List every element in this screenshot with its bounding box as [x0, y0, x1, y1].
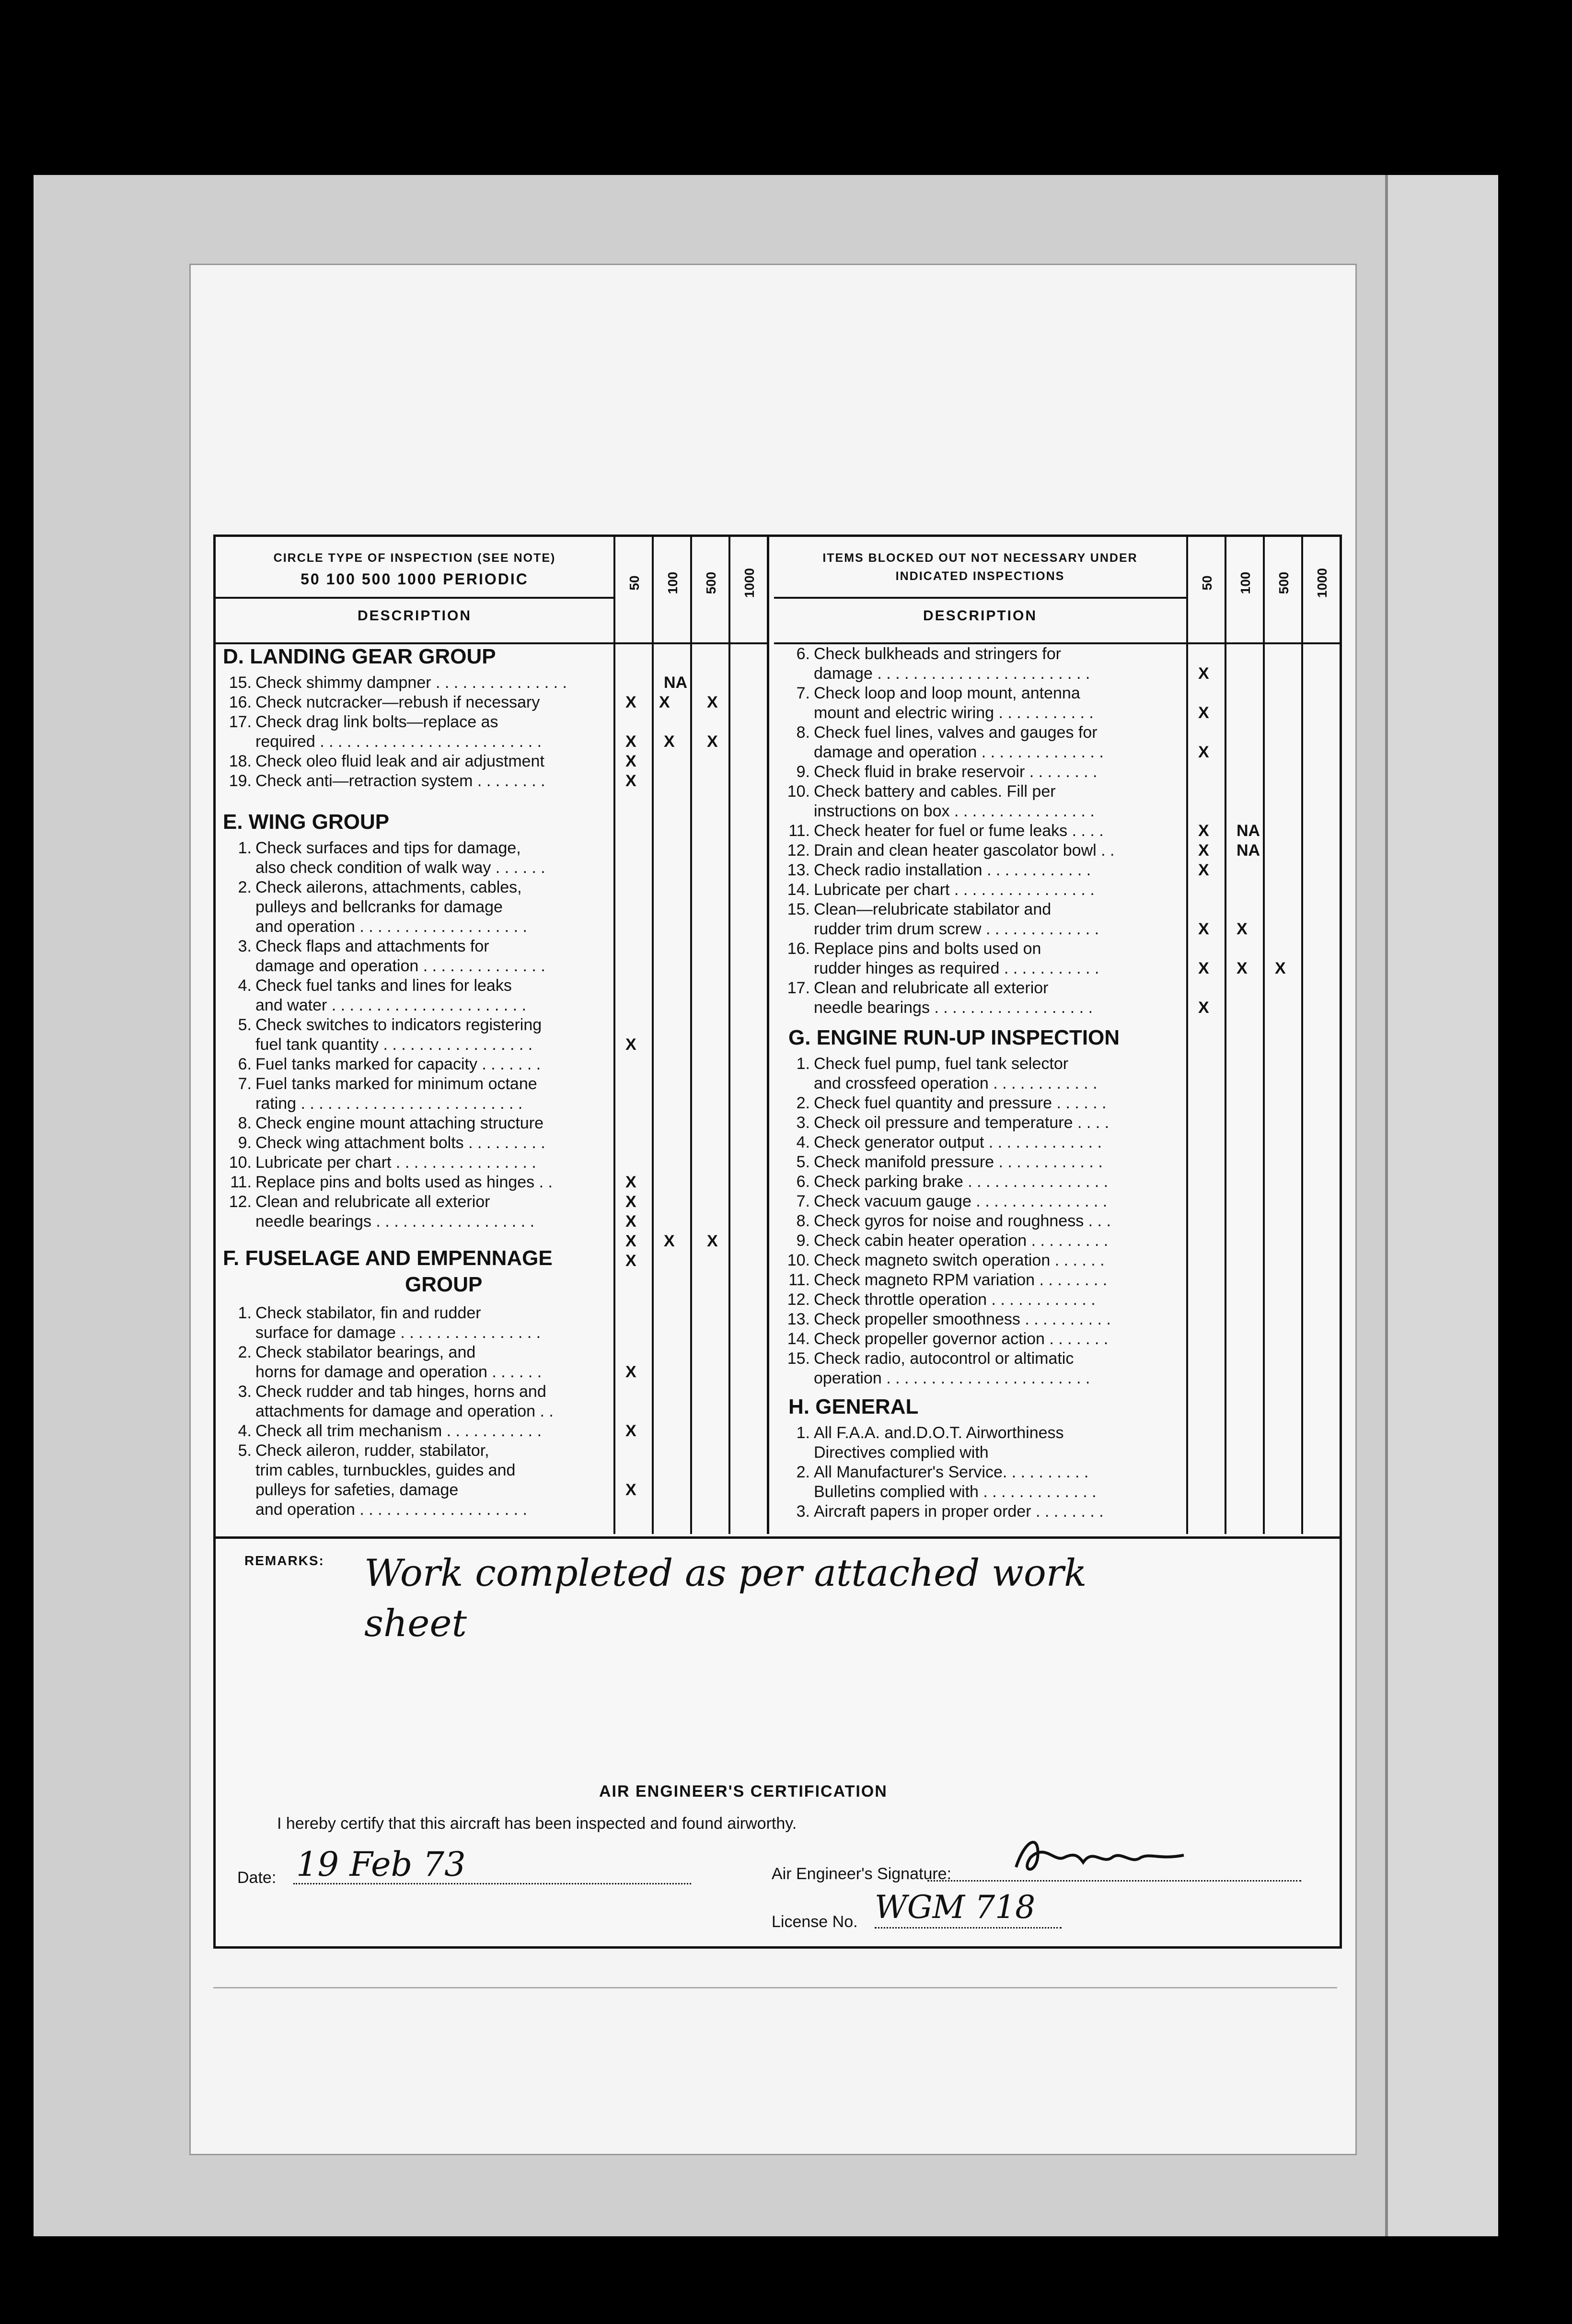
x-mark: X [664, 732, 675, 751]
checklist-row [216, 1422, 542, 1441]
checklist-row [216, 752, 544, 771]
item-text: Check stabilator bearings, and [255, 1343, 476, 1361]
remarks-divider [216, 1536, 1340, 1539]
remarks-text: Work completed as per attached work sheet [364, 1552, 1087, 1645]
item-text: pulleys and bellcranks for damage [255, 898, 503, 916]
blocked-note-1: ITEMS BLOCKED OUT NOT NECESSARY UNDER [822, 551, 1138, 565]
item-number: 11. [788, 822, 810, 840]
x-mark: X [1198, 664, 1209, 683]
remarks-label: REMARKS: [244, 1553, 324, 1568]
item-number: 14. [787, 1330, 810, 1348]
item-text: rating . . . . . . . . . . . . . . . . . . . . . . . . . [255, 1094, 523, 1113]
x-mark: X [1198, 841, 1209, 860]
x-mark: X [625, 1193, 636, 1211]
item-text: Check fuel lines, valves and gauges for [814, 723, 1098, 742]
x-mark: X [659, 693, 670, 711]
checklist-row [774, 1192, 1107, 1211]
item-text: instructions on box . . . . . . . . . . . . . . . . [814, 802, 1095, 820]
checklist-row [216, 878, 522, 897]
item-text: Lubricate per chart . . . . . . . . . . . . . . . . [255, 1153, 536, 1172]
checklist-row [774, 1153, 1103, 1172]
item-text: Check gyros for noise and roughness . . . [814, 1212, 1111, 1230]
item-text: Check surfaces and tips for damage, [255, 839, 521, 857]
checklist-row [216, 918, 527, 936]
checklist-row [216, 674, 567, 692]
item-text: damage . . . . . . . . . . . . . . . . . . . . . . . . [814, 664, 1090, 683]
item-text: Check cabin heater operation . . . . . . . . . [814, 1232, 1109, 1250]
item-text: Check nutcracker—rebush if necessary [255, 693, 540, 711]
checklist-row [216, 1153, 536, 1172]
checklist-row [216, 1363, 542, 1382]
item-text: Check aileron, rudder, stabilator, [255, 1441, 489, 1460]
item-text: Drain and clean heater gascolator bowl . . [814, 841, 1115, 860]
item-text: Check fuel tanks and lines for leaks [255, 976, 512, 995]
item-text: Check radio installation . . . . . . . . . . . . [814, 861, 1091, 879]
item-number: 4. [238, 1422, 252, 1440]
checklist-row [216, 976, 512, 995]
x-mark: X [1275, 959, 1286, 977]
col-500-right [1263, 537, 1291, 1534]
checklist-row [216, 1055, 541, 1074]
license-label: License No. [772, 1913, 858, 1931]
item-number: 18. [229, 752, 252, 770]
item-text: Check propeller governor action . . . . . . . [814, 1330, 1109, 1348]
checklist-row [774, 1055, 1068, 1073]
item-number: 1. [238, 839, 252, 857]
col-label-50-right: 50 [1200, 575, 1214, 591]
item-number: 9. [238, 1134, 252, 1152]
item-number: 12. [787, 841, 810, 860]
item-text: Directives complied with [814, 1443, 989, 1462]
item-text: mount and electric wiring . . . . . . . . . . . [814, 704, 1094, 722]
item-text: Check fluid in brake reservoir . . . . . . . . [814, 763, 1098, 781]
item-text: Replace pins and bolts used on [814, 940, 1041, 958]
col-label-100: 100 [665, 571, 680, 594]
item-text: Clean and relubricate all exterior [255, 1193, 490, 1211]
signature-label: Air Engineer's Signature: [772, 1865, 952, 1883]
x-mark: X [625, 732, 636, 751]
checklist-row [774, 1483, 1097, 1501]
item-number: 9. [796, 763, 810, 781]
item-number: 3. [796, 1502, 810, 1521]
item-number: 15. [787, 1349, 810, 1368]
x-mark: X [625, 772, 636, 790]
item-text: and operation . . . . . . . . . . . . . . . . . . . [255, 1500, 527, 1519]
item-number: 3. [796, 1114, 810, 1132]
x-mark: X [1198, 861, 1209, 879]
x-mark: X [625, 1363, 636, 1381]
item-number: 4. [238, 976, 252, 995]
checklist-row [774, 979, 1048, 998]
x-mark: X [1237, 959, 1248, 977]
item-number: 15. [229, 674, 252, 692]
certification-statement: I hereby certify that this aircraft has been inspected and found airworthy. [277, 1814, 797, 1833]
item-text: needle bearings . . . . . . . . . . . . . . . . . . [255, 1212, 535, 1231]
item-text: Check switches to indicators registering [255, 1016, 542, 1034]
item-number: 10. [787, 1251, 810, 1269]
x-mark: X [625, 693, 636, 711]
item-number: 5. [238, 1016, 252, 1034]
col-label-1000-right: 1000 [1315, 568, 1329, 598]
x-mark: X [1198, 822, 1209, 840]
checklist-row [774, 1502, 1104, 1521]
item-text: Replace pins and bolts used as hinges . . [255, 1173, 553, 1191]
item-text: Check magneto RPM variation . . . . . . . . [814, 1271, 1108, 1289]
item-text: Check ailerons, attachments, cables, [255, 878, 522, 896]
checklist-row [216, 839, 521, 858]
checklist-row [216, 1035, 532, 1054]
item-number: 7. [796, 1192, 810, 1210]
item-text: surface for damage . . . . . . . . . . . . . . . . [255, 1324, 541, 1342]
item-number: 16. [229, 693, 252, 711]
item-text: Check fuel pump, fuel tank selector [814, 1055, 1069, 1073]
x-mark: X [625, 752, 636, 770]
x-mark: X [1198, 959, 1209, 977]
checklist-row [216, 1114, 543, 1133]
item-text: Check all trim mechanism . . . . . . . . . . . [255, 1422, 542, 1440]
checklist-row [774, 841, 1114, 860]
checklist-row [216, 1343, 475, 1362]
checklist-row [774, 1094, 1106, 1113]
item-text: Check vacuum gauge . . . . . . . . . . . . . . . [814, 1192, 1108, 1210]
item-number: 8. [796, 1212, 810, 1230]
item-number: 8. [238, 1114, 252, 1132]
item-text: Clean—relubricate stabilator and [814, 900, 1052, 918]
col-1000 [728, 537, 757, 1534]
item-number: 7. [238, 1075, 252, 1093]
col-label-500-right: 500 [1276, 571, 1291, 594]
item-number: 16. [787, 940, 810, 958]
checklist-row [774, 743, 1104, 762]
checklist-row [774, 1369, 1090, 1388]
checklist-row [216, 1193, 490, 1211]
item-number: 5. [238, 1441, 252, 1460]
checklist-row [774, 900, 1051, 919]
item-text: Check propeller smoothness . . . . . . . . . . [814, 1310, 1111, 1328]
item-text: Check flaps and attachments for [255, 937, 489, 955]
item-number: 8. [796, 723, 810, 742]
x-mark: X [707, 732, 718, 751]
checklist-row [774, 1330, 1108, 1348]
checklist-row [774, 704, 1094, 722]
checklist-row [774, 861, 1091, 880]
item-text: Check throttle operation . . . . . . . . . . . . [814, 1290, 1096, 1309]
checklist-row [774, 1133, 1102, 1152]
date-line [293, 1883, 691, 1884]
x-mark: X [625, 1481, 636, 1499]
col-label-100-right: 100 [1238, 571, 1253, 594]
item-number: 10. [229, 1153, 252, 1172]
description-header: DESCRIPTION [357, 608, 472, 624]
item-number: 1. [796, 1055, 810, 1073]
item-text: Check generator output . . . . . . . . . . . . . [814, 1133, 1102, 1151]
item-text: and crossfeed operation . . . . . . . . . . . . [814, 1074, 1098, 1092]
col-1000-right [1301, 537, 1329, 1534]
checklist-row [774, 1251, 1105, 1270]
col-500 [690, 537, 718, 1534]
section-f-title-2: GROUP [405, 1273, 483, 1296]
checklist-row [216, 1173, 553, 1192]
checklist-row [774, 684, 1080, 703]
item-text: Check oleo fluid leak and air adjustment [255, 752, 544, 770]
item-text: Check fuel quantity and pressure . . . . . . [814, 1094, 1107, 1112]
checklist-row [216, 1324, 541, 1342]
item-text: attachments for damage and operation . . [255, 1402, 554, 1420]
item-number: 2. [238, 1343, 252, 1361]
x-mark: X [1198, 704, 1209, 722]
engineer-signature [1011, 1829, 1193, 1882]
checklist-row [774, 1232, 1108, 1250]
item-text: Check battery and cables. Fill per [814, 782, 1056, 801]
checklist-row [774, 881, 1095, 899]
item-text: Bulletins complied with . . . . . . . . . . . . . [814, 1483, 1097, 1501]
item-number: 1. [796, 1424, 810, 1442]
checklist-row [216, 937, 489, 956]
item-number: 2. [796, 1094, 810, 1112]
item-text: Check oil pressure and temperature . . . . [814, 1114, 1110, 1132]
certification-title: AIR ENGINEER'S CERTIFICATION [599, 1782, 888, 1801]
checklist-row [774, 822, 1104, 840]
item-text: Lubricate per chart . . . . . . . . . . . . . . . . [814, 881, 1095, 899]
item-text: required . . . . . . . . . . . . . . . . . . . . . . . . . [255, 732, 542, 751]
item-text: fuel tank quantity . . . . . . . . . . . . . . . . . [255, 1035, 533, 1054]
item-text: Check stabilator, fin and rudder [255, 1304, 481, 1322]
item-number: 11. [230, 1173, 252, 1191]
section-e-title: E. WING GROUP [223, 810, 390, 834]
item-number: 14. [787, 881, 810, 899]
folder-edge [1385, 175, 1498, 2236]
item-text: rudder trim drum screw . . . . . . . . . . . . . [814, 920, 1099, 938]
checklist-row [774, 723, 1098, 742]
checklist-row [774, 664, 1090, 683]
checklist-row [216, 1016, 542, 1034]
col-label-1000: 1000 [742, 568, 757, 598]
checklist-row [774, 763, 1097, 781]
checklist-row [774, 959, 1099, 978]
license-line [875, 1927, 1062, 1929]
item-text: Fuel tanks marked for minimum octane [255, 1075, 537, 1093]
item-number: 4. [796, 1133, 810, 1151]
section-f-title: F. FUSELAGE AND EMPENNAGE [223, 1246, 553, 1270]
checklist-row [216, 1500, 527, 1519]
item-number: 2. [796, 1463, 810, 1481]
item-text: Check drag link bolts—replace as [255, 713, 498, 731]
section-g-title: G. ENGINE RUN-UP INSPECTION [788, 1026, 1120, 1049]
x-mark: X [1237, 920, 1248, 938]
inspection-types: 50 100 500 1000 PERIODIC [301, 570, 529, 588]
na-mark: NA [1237, 822, 1260, 840]
item-text: Check shimmy dampner . . . . . . . . . . . . . . . [255, 674, 567, 692]
checklist-row [216, 713, 498, 732]
item-text: operation . . . . . . . . . . . . . . . . . . . . . . . [814, 1369, 1090, 1387]
checklist-row [216, 1481, 458, 1499]
section-d-title: D. LANDING GEAR GROUP [223, 645, 496, 668]
checklist-row [774, 1349, 1074, 1368]
header-divider-right [774, 597, 1186, 599]
date-value: 19 Feb 73 [296, 1845, 466, 1884]
checklist-row [216, 1383, 546, 1401]
col-50-right [1186, 537, 1214, 1534]
left-header [216, 537, 767, 644]
checklist-row [774, 940, 1041, 958]
x-mark: X [625, 1422, 636, 1440]
inspection-form [213, 535, 1342, 1949]
item-text: damage and operation . . . . . . . . . . . . . . [814, 743, 1104, 761]
item-number: 3. [238, 937, 252, 955]
item-text: Check anti—retraction system . . . . . . . . [255, 772, 545, 790]
item-text: Check wing attachment bolts . . . . . . . . . [255, 1134, 545, 1152]
item-text: Check parking brake . . . . . . . . . . . . . . . . [814, 1173, 1109, 1191]
checklist-row [774, 1443, 989, 1462]
checklist-row [216, 957, 545, 976]
left-column [216, 537, 769, 1534]
x-mark: X [625, 1252, 636, 1270]
checklist-row [774, 1173, 1108, 1191]
x-mark: X [1198, 920, 1209, 938]
date-label: Date: [237, 1869, 277, 1887]
na-mark: NA [664, 674, 688, 692]
license-value: WGM 718 [875, 1889, 1036, 1926]
item-text: Check magneto switch operation . . . . . . [814, 1251, 1105, 1269]
checklist-row [216, 1075, 537, 1093]
item-text: Fuel tanks marked for capacity . . . . . . . [255, 1055, 541, 1073]
item-number: 5. [796, 1153, 810, 1171]
checklist-row [216, 1134, 545, 1152]
item-number: 17. [229, 713, 252, 731]
checklist-row [774, 1074, 1098, 1093]
item-number: 6. [796, 1173, 810, 1191]
item-number: 15. [787, 900, 810, 918]
right-column [774, 537, 1340, 1534]
item-text: and water . . . . . . . . . . . . . . . . . . . . . . [255, 996, 526, 1014]
item-text: needle bearings . . . . . . . . . . . . . . . . . . [814, 999, 1093, 1017]
item-number: 7. [796, 684, 810, 702]
item-text: Check rudder and tab hinges, horns and [255, 1383, 546, 1401]
checklist-row [216, 1094, 522, 1113]
checklist-row [774, 999, 1093, 1017]
item-text: Clean and relubricate all exterior [814, 979, 1049, 997]
checklist-row [774, 1114, 1109, 1132]
description-header-right: DESCRIPTION [923, 608, 1038, 624]
item-number: 11. [788, 1271, 810, 1289]
checklist-row [216, 1304, 481, 1323]
col-label-500: 500 [704, 571, 718, 594]
checklist-row [774, 645, 1061, 663]
item-text: Check radio, autocontrol or altimatic [814, 1349, 1074, 1368]
right-header [774, 537, 1340, 644]
x-mark: X [625, 1173, 636, 1191]
checklist-row [774, 1271, 1107, 1290]
item-text: Check loop and loop mount, antenna [814, 684, 1080, 702]
item-text: Aircraft papers in proper order . . . . . . . . [814, 1502, 1104, 1521]
checklist-row [774, 802, 1095, 821]
item-number: 13. [787, 861, 810, 879]
x-mark: X [1198, 743, 1209, 761]
item-number: 6. [796, 645, 810, 663]
x-mark: X [625, 1232, 636, 1250]
item-text: Check engine mount attaching structure [255, 1114, 544, 1132]
item-text: All F.A.A. and.D.O.T. Airworthiness [814, 1424, 1064, 1442]
checklist-row [216, 732, 542, 751]
x-mark: X [625, 1212, 636, 1231]
x-mark: X [707, 1232, 718, 1250]
checklist-row [774, 1424, 1064, 1442]
item-number: 3. [238, 1383, 252, 1401]
item-text: damage and operation . . . . . . . . . . . . . . [255, 957, 545, 975]
header-divider [216, 597, 613, 599]
circle-type-label: CIRCLE TYPE OF INSPECTION (SEE NOTE) [273, 551, 556, 565]
item-text: also check condition of walk way . . . . . . [255, 859, 545, 877]
item-number: 9. [796, 1232, 810, 1250]
na-mark: NA [1237, 841, 1260, 860]
item-number: 12. [229, 1193, 252, 1211]
checklist-row [216, 859, 545, 877]
checklist-row [774, 782, 1056, 801]
checklist-row [774, 1310, 1111, 1329]
item-text: trim cables, turnbuckles, guides and [255, 1461, 516, 1479]
checklist-row [774, 1212, 1111, 1231]
blocked-note-2: INDICATED INSPECTIONS [895, 569, 1065, 583]
item-text: All Manufacturer's Service. . . . . . . . . . [814, 1463, 1089, 1481]
checklist-row [216, 772, 545, 790]
checklist-row [774, 1290, 1096, 1309]
item-number: 6. [238, 1055, 252, 1073]
checklist-row [774, 920, 1099, 939]
item-number: 2. [238, 878, 252, 896]
bottom-rule [213, 1987, 1337, 1988]
x-mark: X [664, 1232, 675, 1250]
item-number: 12. [787, 1290, 810, 1309]
checklist-row [216, 996, 526, 1015]
x-mark: X [707, 693, 718, 711]
item-number: 1. [238, 1304, 252, 1322]
item-text: Check manifold pressure . . . . . . . . . . . . [814, 1153, 1103, 1171]
checklist-row [216, 693, 540, 712]
item-text: pulleys for safeties, damage [255, 1481, 459, 1499]
checklist-row [216, 898, 503, 917]
item-text: Check heater for fuel or fume leaks . . . . [814, 822, 1104, 840]
x-mark: X [625, 1035, 636, 1054]
item-number: 17. [787, 979, 810, 997]
x-mark: X [1198, 999, 1209, 1017]
checklist-row [216, 1402, 554, 1421]
checklist-row [216, 1441, 489, 1460]
item-number: 10. [787, 782, 810, 801]
item-text: Check bulkheads and stringers for [814, 645, 1061, 663]
checklist-row [216, 1212, 534, 1231]
item-number: 19. [229, 772, 252, 790]
item-text: horns for damage and operation . . . . . . [255, 1363, 542, 1381]
col-label-50: 50 [627, 575, 642, 591]
checklist-row [216, 1461, 515, 1480]
col-50 [613, 537, 642, 1534]
section-h-title: H. GENERAL [788, 1395, 919, 1418]
checklist-row [774, 1463, 1088, 1482]
item-number: 13. [787, 1310, 810, 1328]
item-text: and operation . . . . . . . . . . . . . . . . . . . [255, 918, 527, 936]
item-text: rudder hinges as required . . . . . . . . . . . [814, 959, 1099, 977]
